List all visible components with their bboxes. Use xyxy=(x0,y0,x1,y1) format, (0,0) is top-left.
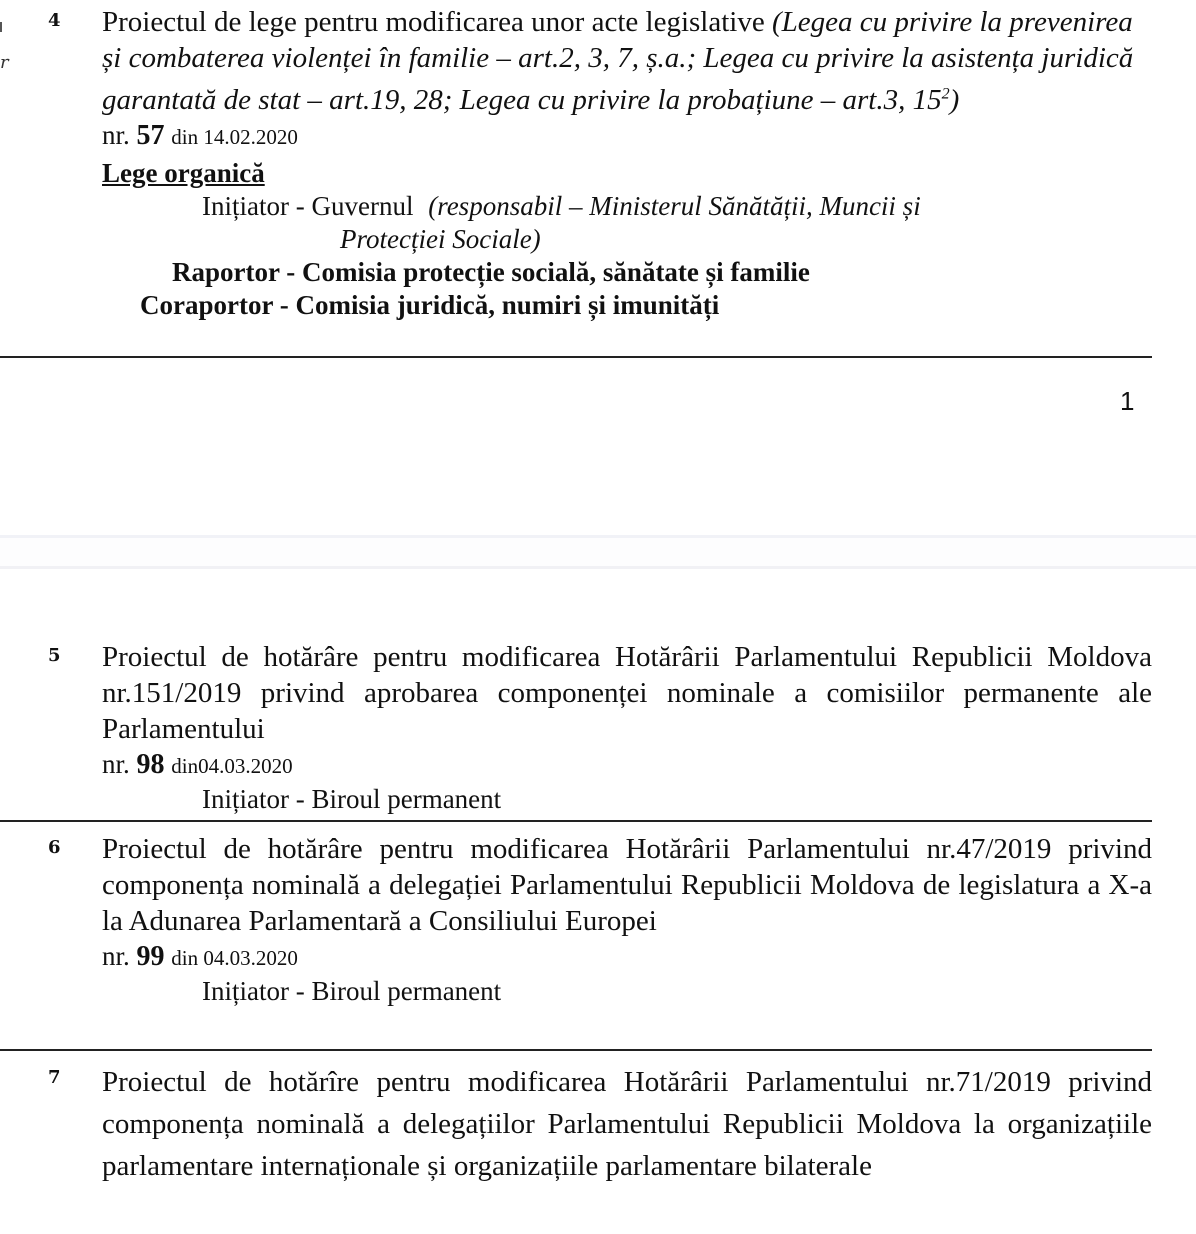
nr-value: 99 xyxy=(136,941,165,972)
item-title: Proiectul de hotărâre pentru modificarea Hotărârii Parlamentului Republicii Moldova nr.151/2019 privind aprobarea componenței nominale a comisiilor permanente ale Parlamentului xyxy=(102,641,1152,745)
initiator-line: Inițiator - Biroul permanent xyxy=(202,976,502,1006)
initiator-label: Inițiator - xyxy=(202,190,305,221)
nr-prefix: nr. xyxy=(102,749,130,779)
row-divider xyxy=(0,356,1152,358)
nr-value: 98 xyxy=(136,749,165,780)
item-title: Proiectul de hotărîre pentru modificarea Hotărârii Parlamentului nr.71/2019 privind componența nominală a delegațiilor Parlamentului Republicii Moldova la organizațiile parlamentare internaționale și organizațiile parlamentare bilaterale xyxy=(102,1066,1152,1182)
title-superscript: 2 xyxy=(941,85,950,102)
nr-value: 57 xyxy=(136,119,165,151)
document-page-2 xyxy=(0,569,1196,1234)
title-close: ) xyxy=(949,83,960,116)
nr-date: din04.03.2020 xyxy=(171,754,293,778)
item-number: 4 xyxy=(48,10,61,31)
title-regular: Proiectul de lege pentru modificarea unor acte legislative xyxy=(102,6,772,38)
initiator-note: (responsabil – Ministerul Sănătății, Muncii și xyxy=(428,190,921,221)
nr-date: din 14.02.2020 xyxy=(171,124,298,149)
initiator-value: Guvernul xyxy=(311,190,414,221)
initiator-note-continued: Protecției Sociale) xyxy=(340,223,541,254)
margin-text-fragment: r xyxy=(0,52,9,73)
coraportor-line: Coraportor - Comisia juridică, numiri și imunități xyxy=(140,289,720,320)
row-divider xyxy=(0,820,1152,822)
page-number: 1 xyxy=(1120,386,1135,416)
raportor-line: Raportor - Comisia protecție socială, sănătate și familie xyxy=(172,256,810,287)
document-page-1 xyxy=(0,0,1196,535)
item-title: Proiectul de hotărâre pentru modificarea Hotărârii Parlamentului nr.47/2019 privind componența nominală a delegației Parlamentului Republicii Moldova de legislatura a X-a la Adunarea Parlamentară a Consiliului Europei xyxy=(102,833,1152,937)
item-body xyxy=(102,1061,1152,1187)
nr-date: din 04.03.2020 xyxy=(171,946,298,970)
margin-mark xyxy=(0,22,2,32)
registration-number xyxy=(102,747,1152,783)
item-title xyxy=(102,4,1152,118)
nr-prefix: nr. xyxy=(102,119,130,150)
registration-number xyxy=(102,939,1152,975)
nr-prefix: nr. xyxy=(102,941,130,971)
title-italic-text: (Legea cu privire la prevenirea și combaterea violenței în familie – art.2, 3, 7, ș.a.; Legea cu privire la asistența juridică garantată de stat – art.19, 28; Legea cu privire la probațiune – art.3, 15 xyxy=(102,6,1134,116)
item-number: 7 xyxy=(48,1067,61,1088)
row-divider xyxy=(0,1049,1152,1051)
initiator-line xyxy=(102,190,1152,223)
item-body xyxy=(102,831,1152,1008)
initiator-line: Inițiator - Biroul permanent xyxy=(202,784,502,814)
item-number: 6 xyxy=(48,837,61,858)
item-number: 5 xyxy=(48,645,61,666)
law-type: Lege organică xyxy=(102,157,265,188)
item-body xyxy=(102,639,1152,816)
page-break xyxy=(0,535,1196,569)
registration-number xyxy=(102,118,1152,154)
item-body xyxy=(102,4,1152,322)
